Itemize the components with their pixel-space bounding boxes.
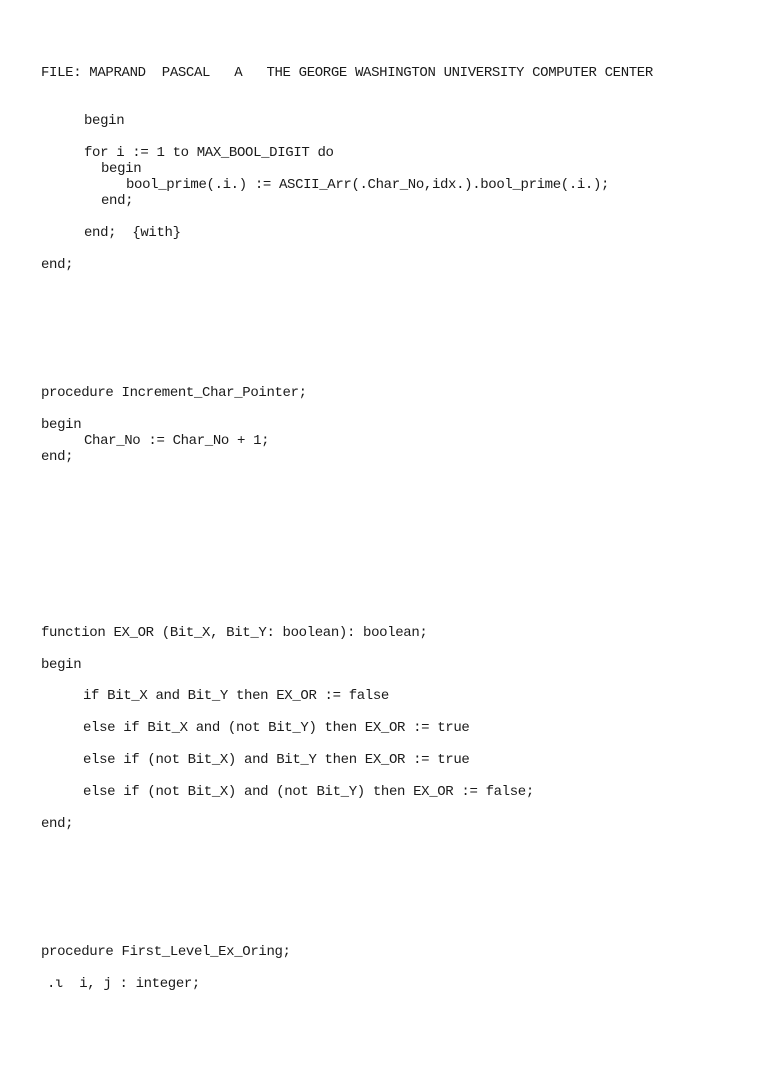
file-header: FILE: MAPRAND PASCAL A THE GEORGE WASHINGTON UNIVERSITY COMPUTER CENTER — [41, 65, 653, 81]
code-line: function EX_OR (Bit_X, Bit_Y: boolean): boolean; — [41, 625, 428, 641]
code-line: procedure First_Level_Ex_Oring; — [41, 944, 291, 960]
code-line: .ι i, j : integer; — [47, 976, 200, 992]
code-line: begin — [41, 417, 82, 433]
code-line: Char_No := Char_No + 1; — [84, 433, 270, 449]
code-line: end; {with} — [84, 225, 181, 241]
code-line: begin — [84, 113, 125, 129]
code-line: else if Bit_X and (not Bit_Y) then EX_OR := true — [83, 720, 470, 736]
code-line: procedure Increment_Char_Pointer; — [41, 385, 307, 401]
code-line: end; — [41, 257, 74, 273]
code-line: begin — [101, 161, 142, 177]
code-line: begin — [41, 657, 82, 673]
code-line: end; — [41, 449, 74, 465]
code-line: end; — [101, 193, 134, 209]
code-line: end; — [41, 816, 74, 832]
code-line: if Bit_X and Bit_Y then EX_OR := false — [83, 688, 389, 704]
code-line: else if (not Bit_X) and Bit_Y then EX_OR := true — [83, 752, 470, 768]
code-line: for i := 1 to MAX_BOOL_DIGIT do — [84, 145, 334, 161]
code-line: bool_prime(.i.) := ASCII_Arr(.Char_No,idx.).bool_prime(.i.); — [126, 177, 610, 193]
code-line: else if (not Bit_X) and (not Bit_Y) then EX_OR := false; — [83, 784, 534, 800]
